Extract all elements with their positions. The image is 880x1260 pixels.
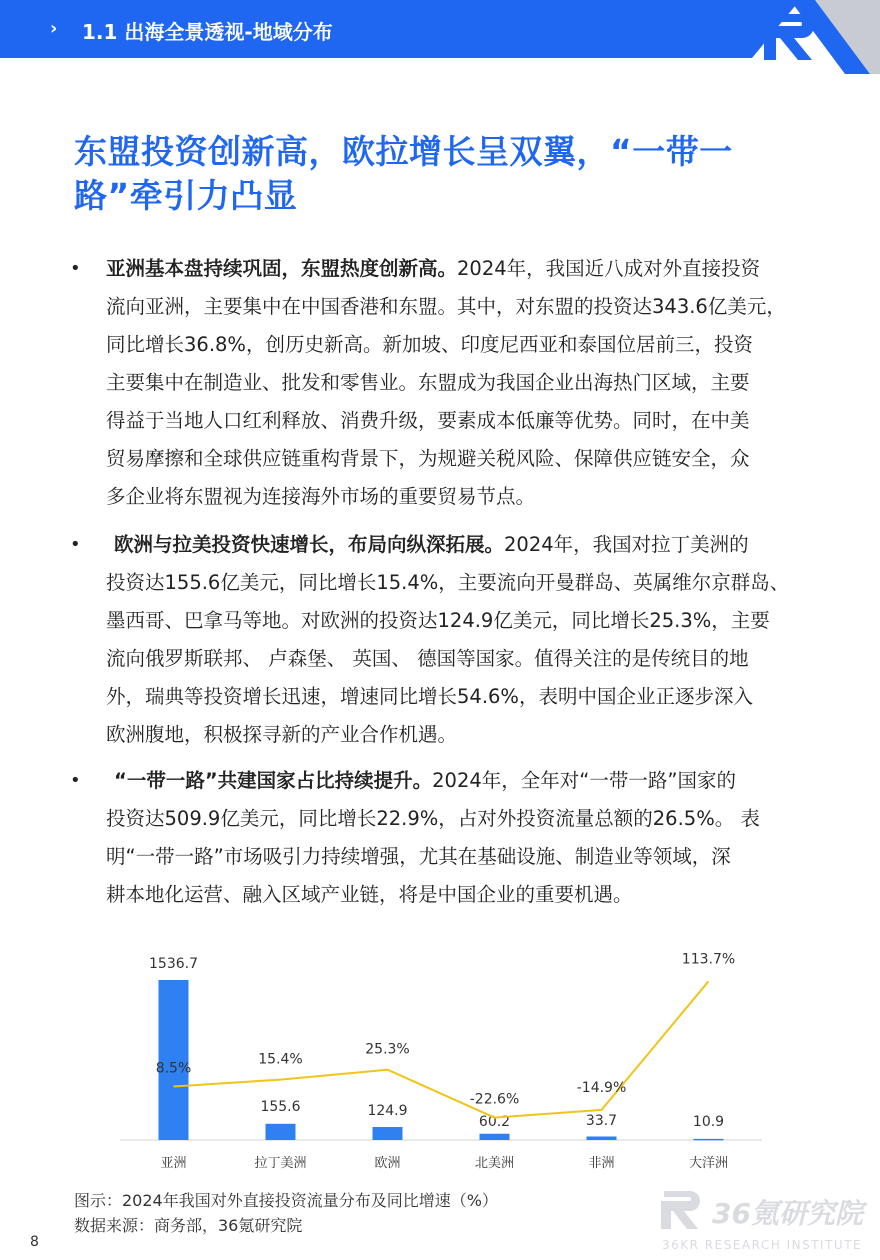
bullet-line: 投资达155.6亿美元，同比增长15.4%，主要流向开曼群岛、英属维尔京群岛、 bbox=[106, 571, 790, 594]
bar-data-label: 155.6 bbox=[260, 1099, 301, 1115]
bar-data-label: 33.7 bbox=[585, 1113, 618, 1129]
bullet-line: 欧洲腹地，积极探寻新的产业合作机遇。 bbox=[106, 723, 458, 746]
bar bbox=[373, 1127, 403, 1140]
line-data-label: -22.6% bbox=[469, 1091, 520, 1108]
bullet-dot: • bbox=[70, 258, 81, 279]
bullet-line: 主要集中在制造业、批发和零售业。东盟成为我国企业出海热门区域，主要 bbox=[106, 371, 750, 394]
bar bbox=[480, 1134, 510, 1140]
bullet-paragraph-europe-latam bbox=[106, 526, 822, 754]
data-source: 数据来源：商务部，36氪研究院 bbox=[74, 1216, 303, 1235]
bullet-line: 同比增长36.8%，创历史新高。新加坡、印度尼西亚和泰国位居前三，投资 bbox=[106, 333, 753, 356]
x-tick-label: 欧洲 bbox=[374, 1156, 401, 1171]
line-data-label: 25.3% bbox=[365, 1041, 410, 1058]
bullet-line: 贸易摩擦和全球供应链重构背景下，为规避关税风险、保障供应链安全，众 bbox=[106, 447, 750, 470]
section-title: 1.1 出海全景透视-地域分布 bbox=[82, 20, 333, 44]
bullet-dot: • bbox=[70, 534, 81, 555]
bullet-line: 明“一带一路”市场吸引力持续增强，尤其在基础设施、制造业等领域，深 bbox=[106, 845, 731, 868]
bullet-dot: • bbox=[70, 770, 81, 791]
bar-data-label: 10.9 bbox=[692, 1114, 725, 1130]
bullet-lead: 亚洲基本盘持续巩固，东盟热度创新高。 bbox=[106, 257, 458, 280]
heading-line-2: 路”牵引力凸显 bbox=[74, 176, 298, 215]
page-heading bbox=[74, 130, 814, 218]
bullet-lead: “一带一路”共建国家占比持续提升。 bbox=[114, 769, 433, 792]
bullet-line: 投资达509.9亿美元，同比增长22.9%，占对外投资流量总额的26.5%。 表 bbox=[106, 807, 760, 830]
bullet-line: 外，瑞典等投资增长迅速，增速同比增长54.6%，表明中国企业正逐步深入 bbox=[106, 685, 753, 708]
36kr-logo-icon bbox=[760, 0, 880, 74]
bullet-line: 墨西哥、巴拿马等地。对欧洲的投资达124.9亿美元，同比增长25.3%，主要 bbox=[106, 609, 770, 632]
bar bbox=[587, 1136, 617, 1140]
x-tick-label: 大洋洲 bbox=[688, 1156, 729, 1171]
bar bbox=[266, 1124, 296, 1140]
bar-data-label: 60.2 bbox=[478, 1114, 511, 1130]
footer-logo-text: 36氪研究院 bbox=[712, 1197, 863, 1230]
bullet-paragraph-belt-road bbox=[106, 762, 822, 914]
bullet-line: 流向俄罗斯联邦、 卢森堡、 英国、 德国等国家。值得关注的是传统目的地 bbox=[106, 647, 749, 670]
bullet-lead: 欧洲与拉美投资快速增长，布局向纵深拓展。 bbox=[114, 533, 505, 556]
page-number: 8 bbox=[30, 1234, 39, 1250]
bar-data-label: 124.9 bbox=[367, 1103, 408, 1119]
bullet-line: 多企业将东盟视为连接海外市场的重要贸易节点。 bbox=[106, 485, 536, 508]
x-tick-label: 非洲 bbox=[588, 1156, 615, 1171]
bar bbox=[694, 1139, 724, 1141]
bullet-line: 2024年，全年对“一带一路”国家的 bbox=[432, 769, 736, 792]
bullet-paragraph-asia bbox=[106, 250, 822, 516]
x-tick-label: 北美洲 bbox=[474, 1156, 515, 1171]
heading-line-1: 东盟投资创新高，欧拉增长呈双翼，“一带一 bbox=[74, 132, 733, 171]
line-data-label: 15.4% bbox=[258, 1051, 303, 1068]
investment-chart bbox=[100, 930, 790, 1180]
bullet-line: 流向亚洲，主要集中在中国香港和东盟。其中，对东盟的投资达343.6亿美元， bbox=[106, 295, 786, 318]
36kr-research-logo bbox=[660, 1185, 870, 1255]
line-data-label: 8.5% bbox=[155, 1060, 192, 1077]
bullet-line: 2024年，我国对拉丁美洲的 bbox=[504, 533, 749, 556]
growth-line bbox=[174, 981, 709, 1117]
chevron-right-icon: › bbox=[50, 18, 58, 39]
bar-data-label: 1536.7 bbox=[149, 956, 198, 972]
x-tick-label: 亚洲 bbox=[160, 1156, 187, 1171]
x-tick-label: 拉丁美洲 bbox=[254, 1156, 307, 1171]
bullet-line: 2024年，我国近八成对外直接投资 bbox=[457, 257, 761, 280]
line-data-label: -14.9% bbox=[576, 1079, 627, 1096]
bullet-line: 得益于当地人口红利释放、消费升级，要素成本低廉等优势。同时，在中美 bbox=[106, 409, 750, 432]
footer-logo-subtext: 36KR RESEARCH INSTITUTE bbox=[662, 1238, 863, 1252]
line-data-label: 113.7% bbox=[681, 951, 736, 968]
figure-caption: 图示：2024年我国对外直接投资流量分布及同比增速（%） bbox=[74, 1191, 498, 1210]
bullet-line: 耕本地化运营、融入区域产业链，将是中国企业的重要机遇。 bbox=[106, 883, 633, 906]
